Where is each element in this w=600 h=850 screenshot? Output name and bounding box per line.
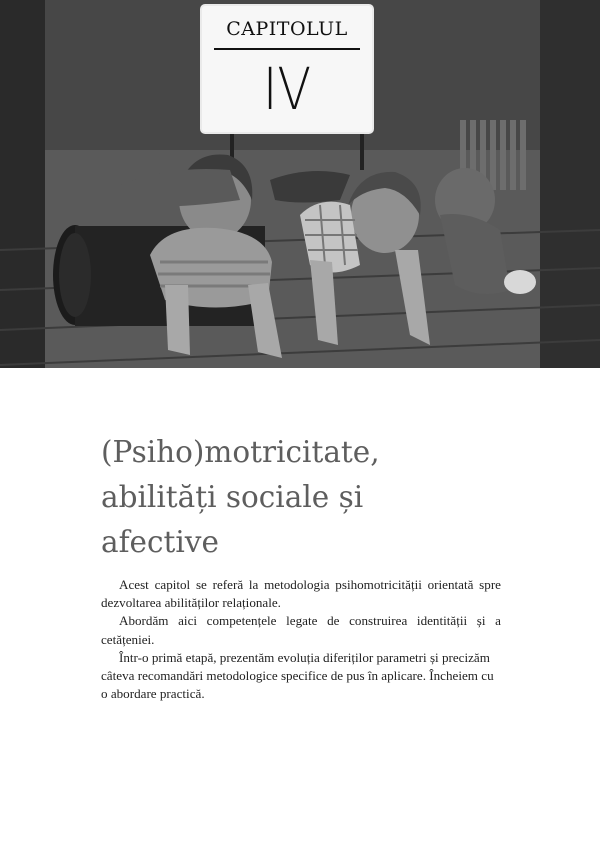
intro-paragraph: Acest capitol se referă la metodologia psihomotricității orientată spre dezvoltarea abilităților relaționale. — [101, 577, 501, 611]
title-line: afective — [101, 525, 219, 559]
title-line: (Psiho)motricitate, — [101, 435, 380, 469]
chapter-photo — [0, 0, 600, 368]
chapter-badge — [202, 6, 372, 132]
chapter-label: CAPITOLUL — [226, 18, 348, 40]
chapter-number: IV — [262, 55, 312, 123]
intro-paragraph: Într-o primă etapă, prezentăm evoluția diferiților parametri și precizăm câteva recomandări metodologice specifice de pus în aplicare. Încheiem cu o abordare practică. — [101, 649, 494, 702]
chapter-intro — [101, 576, 501, 703]
chapter-title — [101, 430, 571, 565]
title-line: abilități sociale și — [101, 480, 364, 514]
badge-divider — [214, 48, 360, 50]
intro-paragraph: Abordăm aici competențele legate de construirea identității și a cetățeniei. — [101, 613, 501, 647]
